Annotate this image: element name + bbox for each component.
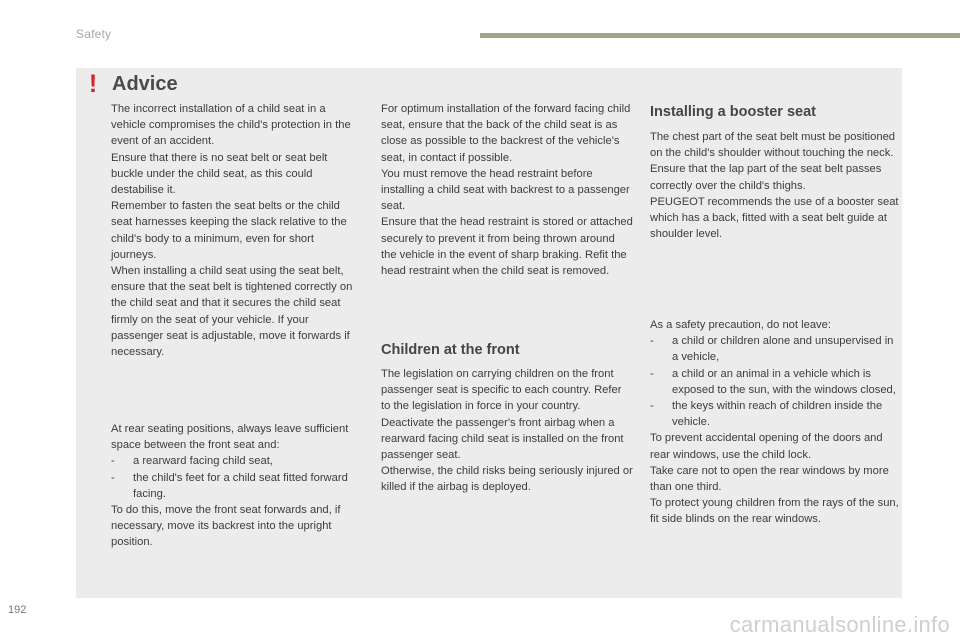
bullet-dash: -	[111, 471, 115, 484]
paragraph: Deactivate the passenger's front airbag when a rearward facing child seat is installed on the front passenger seat.	[381, 416, 624, 462]
booster-heading: Installing a booster seat	[650, 104, 816, 120]
list-item	[111, 470, 361, 502]
exclamation-icon: !	[88, 70, 98, 98]
precaution-block	[650, 317, 900, 528]
page-number: 192	[8, 604, 27, 616]
section-label: Safety	[76, 27, 112, 41]
list-item-text: the keys within reach of children inside the vehicle.	[672, 400, 883, 429]
list-item-text: a child or an animal in a vehicle which is exposed to the sun, with the windows closed,	[672, 367, 896, 396]
paragraph: Ensure that the head restraint is stored or attached securely to prevent it from being thrown around the vehicle in the event of sharp braking. Refit the head restraint when the child seat is removed.	[381, 216, 633, 278]
paragraph: Ensure that there is no seat belt or seat belt buckle under the child seat, as this could destabilise it.	[111, 151, 328, 197]
paragraph: Remember to fasten the seat belts or the child seat harnesses keeping the slack relative to the child's body to a minimum, even for short journeys.	[111, 200, 347, 261]
list-item	[650, 366, 900, 398]
children-front-heading: Children at the front	[381, 342, 520, 358]
list-item-text: the child's feet for a child seat fitted forward facing.	[133, 471, 348, 500]
paragraph: As a safety precaution, do not leave:	[650, 319, 831, 331]
header-rule	[480, 33, 960, 38]
paragraph: Take care not to open the rear windows by more than one third.	[650, 464, 889, 494]
paragraph: At rear seating positions, always leave sufficient space between the front seat and:	[111, 423, 349, 452]
paragraph: PEUGEOT recommends the use of a booster seat which has a back, fitted with a seat belt guide at shoulder level.	[650, 195, 899, 241]
bullet-dash: -	[650, 400, 654, 413]
bullet-dash: -	[650, 367, 654, 380]
list-item	[650, 333, 900, 365]
paragraph: The incorrect installation of a child seat in a vehicle compromises the child's protection in the event of an accident.	[111, 103, 351, 148]
bullet-dash: -	[650, 335, 654, 348]
paragraph: You must remove the head restraint before installing a child seat with backrest to a passenger seat.	[381, 167, 630, 213]
paragraph: Otherwise, the child risks being seriously injured or killed if the airbag is deployed.	[381, 465, 633, 494]
list-item-text: a rearward facing child seat,	[133, 455, 273, 468]
advice-title: Advice	[112, 73, 178, 95]
paragraph: The chest part of the seat belt must be positioned on the child's shoulder without touching the neck.	[650, 131, 896, 160]
children-front-block	[381, 366, 633, 496]
rear-seating-block	[111, 421, 361, 551]
list-item	[111, 453, 361, 469]
paragraph: The legislation on carrying children on the front passenger seat is specific to each country. Refer to the legislation in force in your country.	[381, 368, 622, 413]
paragraph: Ensure that the lap part of the seat belt passes correctly over the child's thighs.	[650, 163, 882, 192]
paragraph: When installing a child seat using the seat belt, ensure that the seat belt is tightened correctly on the child seat and that it secures the child seat firmly on the seat of your vehicle. If your passenger seat is adjustable, move it forwards if necessary.	[111, 265, 353, 359]
advice-col2-top	[381, 101, 633, 279]
booster-block	[650, 129, 900, 242]
list-item-text: a child or children alone and unsupervised in a vehicle,	[672, 335, 894, 364]
paragraph: To do this, move the front seat forwards and, if necessary, move its backrest into the upright position.	[111, 504, 341, 549]
bullet-dash: -	[111, 455, 115, 468]
watermark: carmanualsonline.info	[729, 612, 950, 637]
advice-col1-top	[111, 101, 361, 360]
paragraph: To protect young children from the rays of the sun, fit side blinds on the rear windows.	[650, 497, 899, 526]
list-item	[650, 398, 900, 430]
paragraph: To prevent accidental opening of the doors and rear windows, use the child lock.	[650, 432, 883, 461]
paragraph: For optimum installation of the forward facing child seat, ensure that the back of the child seat is as close as possible to the backrest of the vehicle's seat, in contact if possible.	[381, 103, 631, 164]
